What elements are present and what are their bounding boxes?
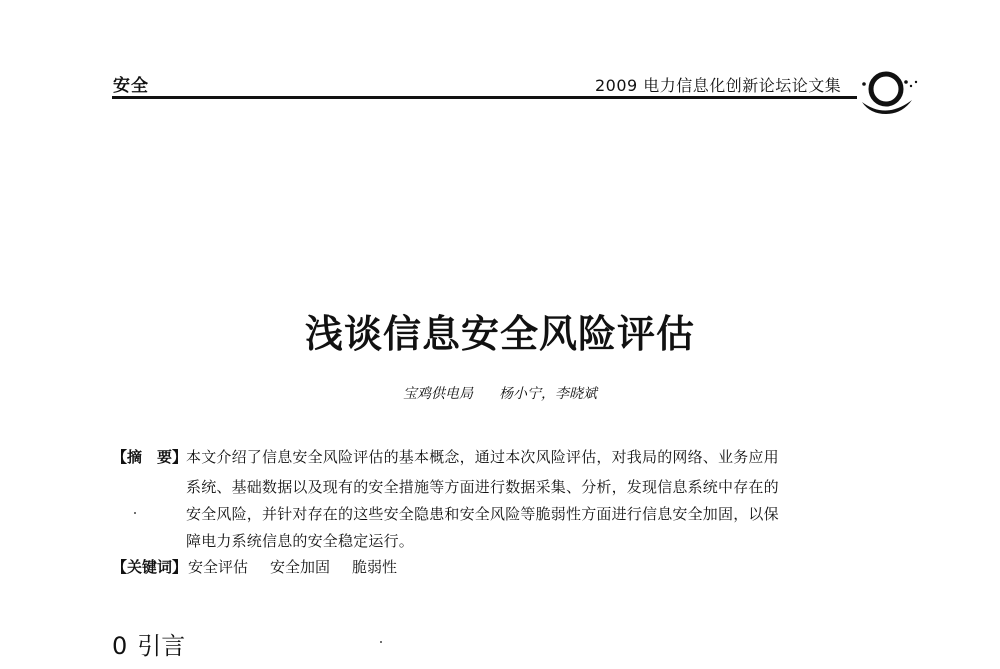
header-rule <box>112 96 857 99</box>
author-names: 杨小宁，李晓斌 <box>499 386 597 402</box>
abstract-line: 系统、基础数据以及现有的安全措施等方面进行数据采集、分析，发现信息系统中存在的 <box>186 478 779 496</box>
header-publication-title: 2009 电力信息化创新论坛论文集 <box>595 76 842 95</box>
abstract-line: 障电力系统信息的安全稳定运行。 <box>186 532 415 550</box>
abstract-line: 本文介绍了信息安全风险评估的基本概念，通过本次风险评估，对我局的网络、业务应用 <box>186 448 779 466</box>
keywords-label: 【关键词】 <box>112 558 188 576</box>
paper-title: 浅谈信息安全风险评估 <box>304 312 695 356</box>
forum-logo-icon <box>856 62 922 118</box>
author-line <box>0 383 1000 403</box>
section-heading <box>112 626 185 661</box>
keyword: 脆弱性 <box>352 558 398 576</box>
section-number: 0 <box>112 632 128 660</box>
header-section-label: 安全 <box>113 76 149 96</box>
keywords-list <box>188 556 397 577</box>
author-affiliation: 宝鸡供电局 <box>403 386 473 402</box>
keyword: 安全评估 <box>188 558 249 576</box>
scan-speck <box>380 641 382 643</box>
section-title: 引言 <box>137 632 186 660</box>
abstract-line: 安全风险，并针对存在的这些安全隐患和安全风险等脆弱性方面进行信息安全加固，以保 <box>186 505 779 523</box>
abstract-label: 【摘 要】 <box>112 448 188 466</box>
scan-speck <box>134 512 136 514</box>
keyword: 安全加固 <box>270 558 331 576</box>
